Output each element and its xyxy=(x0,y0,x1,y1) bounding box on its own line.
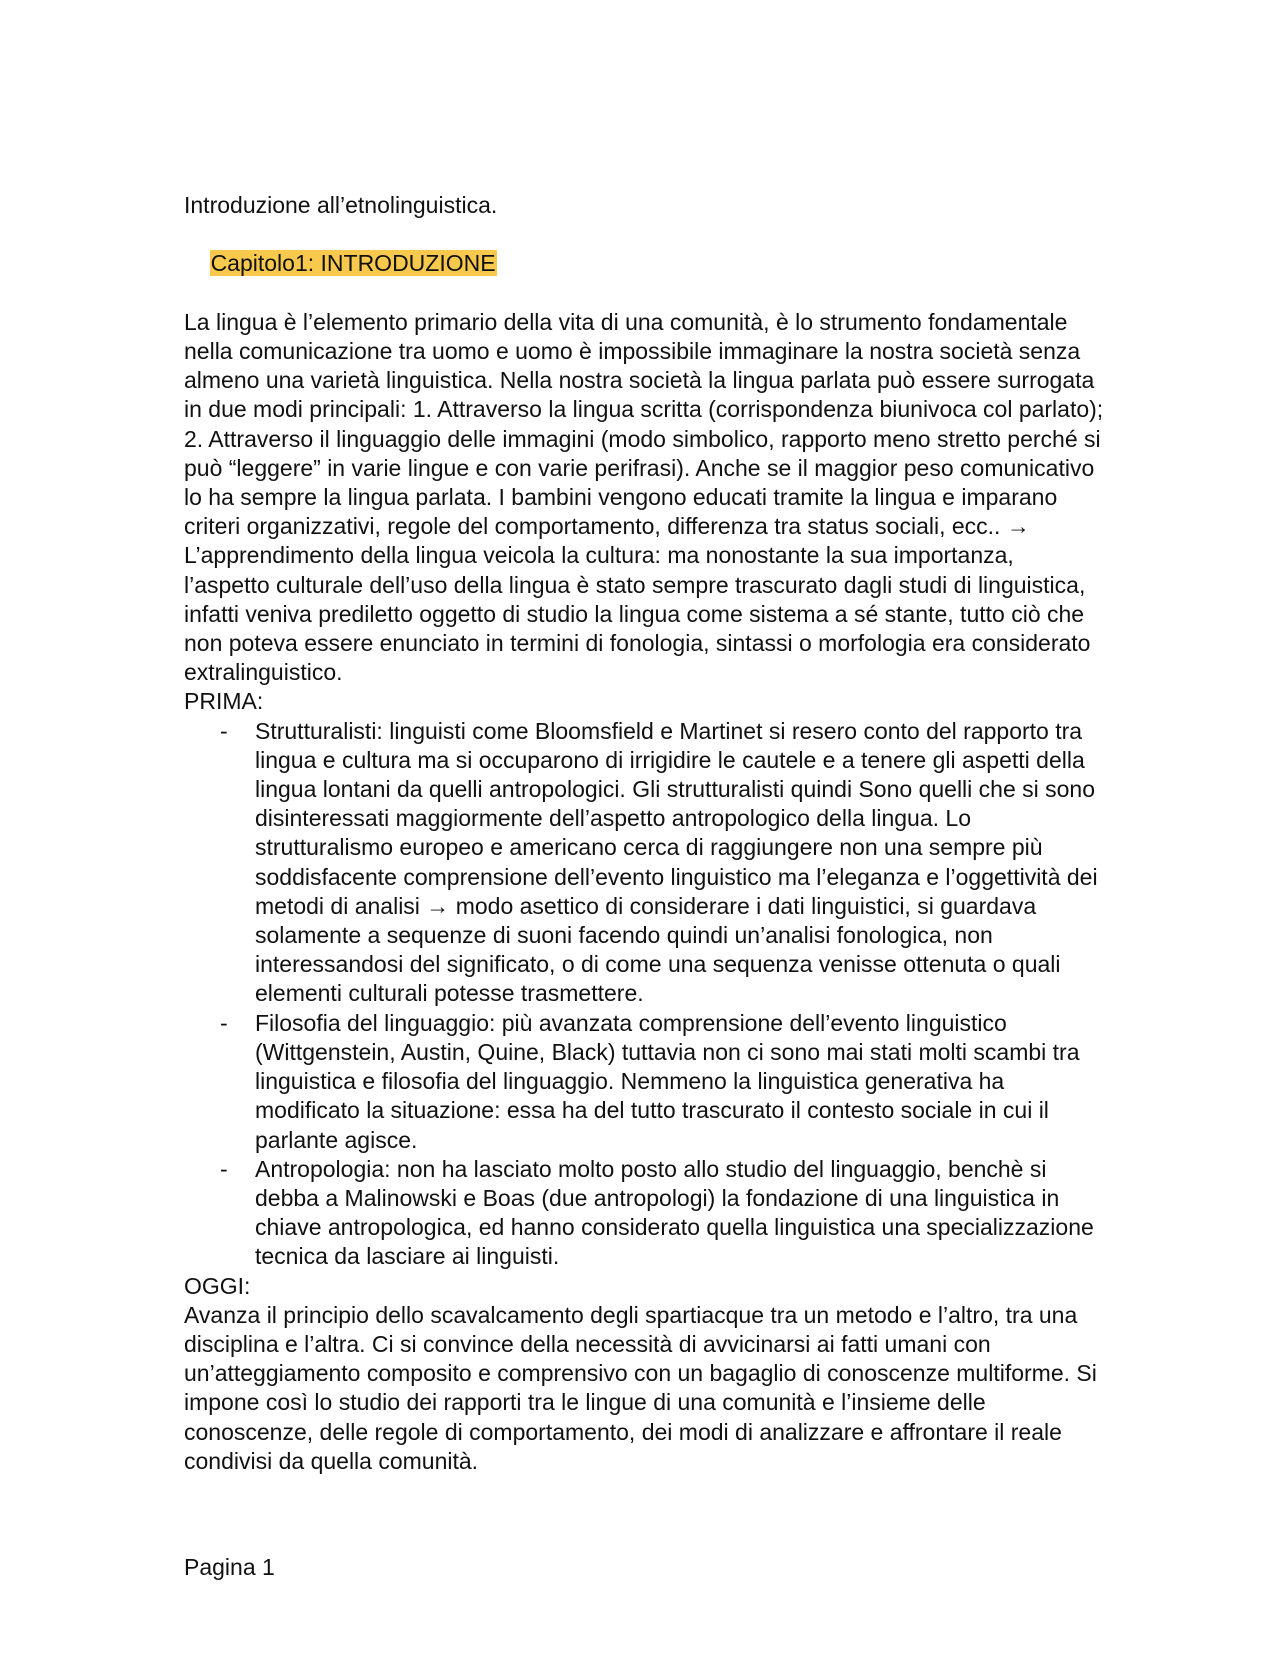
document-page xyxy=(184,191,1104,1476)
list-item xyxy=(184,717,1104,1009)
intro-paragraph: La lingua è l’elemento primario della vita di una comunità, è lo strumento fondamentale nella comunicazione tra uomo e uomo è impossibile immaginare la nostra società senza almeno una varietà linguistica. Nella nostra società la lingua parlata può essere surrogata in due modi principali: 1. Attraverso la lingua scritta (corrispondenza biunivoca col parlato); 2. Attraverso il linguaggio delle immagini (modo simbolico, rapporto meno stretto perché si può “leggere” in varie lingue e con varie perifrasi). Anche se il maggior peso comunicativo lo ha sempre la lingua parlata. I bambini vengono educati tramite la lingua e imparano criteri organizzativi, regole del comportamento, differenza tra status sociali, ecc.. → L’apprendimento della lingua veicola la cultura: ma nonostante la sua importanza, l’aspetto culturale dell’uso della lingua è stato sempre trascurato dagli studi di linguistica, infatti veniva prediletto oggetto di studio la lingua come sistema a sé stante, tutto ciò che non poteva essere enunciato in termini di fonologia, sintassi o morfologia era considerato extralinguistico. xyxy=(184,308,1104,686)
bullet-list xyxy=(184,717,1104,1272)
bullet-dash: - xyxy=(220,1155,228,1182)
bullet-dash: - xyxy=(220,1009,228,1036)
today-paragraph: Avanza il principio dello scavalcamento degli spartiacque tra un metodo e l’altro, tra una disciplina e l’altra. Ci si convince della necessità di avvicinarsi ai fatti umani con un’atteggiamento composito e comprensivo con un bagaglio di conoscenze multiforme. Si impone così lo studio dei rapporti tra le lingue di una comunità e l’insieme delle conoscenze, delle regole di comportamento, dei modi di analizzare e affrontare il reale condivisi da quella comunità. xyxy=(184,1301,1097,1474)
list-item xyxy=(184,1155,1104,1272)
document-title: Introduzione all’etnolinguistica. xyxy=(184,192,498,218)
bullet-text: Strutturalisti: linguisti come Bloomsfield e Martinet si resero conto del rapporto tra lingua e cultura ma si occuparono di irrigidire le cautele e a tenere gli aspetti della lingua lontani da quelli antropologici. Gli strutturalisti quindi Sono quelli che si sono disinteressati maggiormente dell’aspetto antropologico della lingua. Lo strutturalismo europeo e americano cerca di raggiungere non una sempre più soddisfacente comprensione dell’evento linguistico ma l’eleganza e l’oggettività dei metodi di analisi → modo asettico di considerare i dati linguistici, si guardava solamente a sequenze di suoni facendo quindi un’analisi fonologica, non interessandosi del significato, o di come una sequenza venisse ottenuta o quali elementi culturali potesse trasmettere. xyxy=(255,717,1098,1007)
today-heading: OGGI: xyxy=(184,1272,251,1299)
before-heading: PRIMA: xyxy=(184,688,264,715)
page-number: Pagina 1 xyxy=(184,1554,275,1580)
chapter-heading: Capitolo1: INTRODUZIONE xyxy=(210,250,496,277)
list-item xyxy=(184,1009,1104,1155)
bullet-text: Filosofia del linguaggio: più avanzata comprensione dell’evento linguistico (Wittgenstein, Austin, Quine, Black) tuttavia non ci sono mai stati molti scambi tra linguistica e filosofia del linguaggio. Nemmeno la linguistica generativa ha modificato la situazione: essa ha del tutto trascurato il contesto sociale in cui il parlante agisce. xyxy=(255,1009,1080,1153)
bullet-text: Antropologia: non ha lasciato molto posto allo studio del linguaggio, benchè si debba a Malinowski e Boas (due antropologi) la fondazione di una linguistica in chiave antropologica, ed hanno considerato quella linguistica una specializzazione tecnica da lasciare ai linguisti. xyxy=(255,1155,1094,1270)
bullet-dash: - xyxy=(220,717,228,744)
